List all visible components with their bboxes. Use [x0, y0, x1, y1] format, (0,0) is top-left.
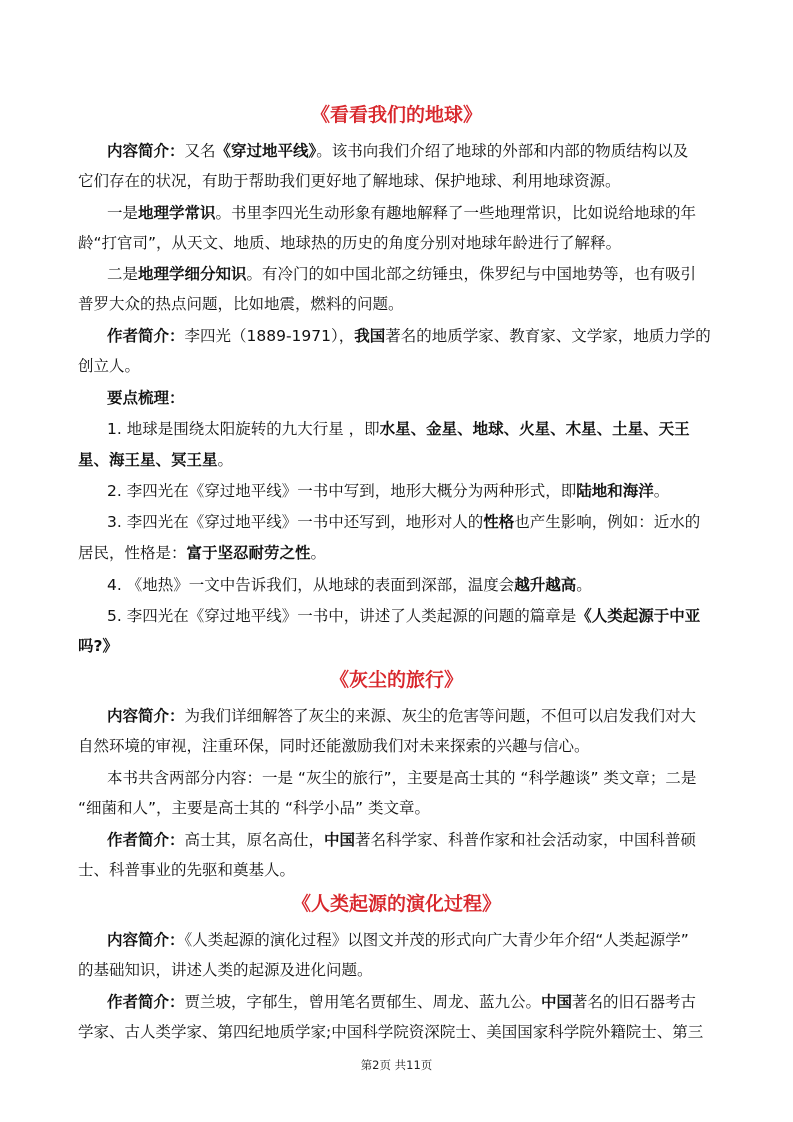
intro-label: 内容简介： — [107, 142, 185, 160]
paragraph-line: 龄“打官司”，从天文、地质、地球热的历史的角度分别对地球年龄进行了解释。 — [78, 234, 622, 252]
text: 。书里李四光生动形象有趣地解释了一些地理常识，比如说给地球的年 — [215, 204, 697, 222]
page-number: 第2页 共11页 — [360, 1058, 433, 1072]
section-title-human-origin: 《人类起源的演化过程》 — [291, 893, 501, 915]
keyword: 地理学常识 — [138, 204, 216, 222]
text: 也产生影响，例如：近水的 — [514, 513, 701, 531]
section-title-earth: 《看看我们的地球》 — [310, 104, 482, 126]
key-points-label — [107, 388, 718, 408]
intro-line — [107, 141, 718, 161]
text: 一是 — [107, 204, 139, 222]
text: 为我们详细解答了灰尘的来源、灰尘的危害等问题，不但可以启发我们对大 — [184, 707, 697, 725]
text: 。 — [310, 544, 327, 562]
key-point-3-cont — [78, 543, 718, 563]
key-point-1 — [107, 419, 718, 439]
intro-line: 的基础知识，讲述人类的起源及进化问题。 — [78, 961, 373, 979]
keyword: 我国 — [354, 327, 386, 345]
key-point-5-cont — [78, 636, 718, 656]
text: 二是 — [107, 265, 139, 283]
author-line — [107, 830, 718, 850]
text: 居民，性格是： — [78, 544, 187, 562]
intro-line: 它们存在的状况，有助于帮助我们更好地了解地球、保护地球、利用地球资源。 — [78, 172, 621, 190]
text: 著名的旧石器考古 — [572, 993, 697, 1011]
text: 著名的地质学家、教育家、文学家，地质力学的 — [385, 327, 711, 345]
author-label: 作者简介： — [107, 831, 185, 849]
intro-label: 内容简介： — [107, 931, 185, 949]
author-line: 士、科普事业的先驱和奠基人。 — [78, 861, 296, 879]
text: 贾兰坡，字郁生，曾用笔名贾郁生、周龙、蓝九公。 — [184, 993, 542, 1011]
text: 。有冷门的如中国北部之纺锤虫，侏罗纪与中国地势等，也有吸引 — [246, 265, 697, 283]
key-point-4 — [107, 575, 718, 595]
keyword: 吗?》 — [78, 637, 118, 655]
text: 高士其，原名高仕， — [184, 831, 325, 849]
author-line: 创立人。 — [78, 357, 141, 375]
author-line: 学家、古人类学家、第四纪地质学家;中国科学院资深院士、美国国家科学院外籍院士、第三 — [78, 1023, 704, 1041]
text: 。该书向我们介绍了地球的外部和内部的物质结构以及 — [316, 142, 689, 160]
keyword: 《人类起源于中亚 — [576, 607, 701, 625]
author-label: 作者简介： — [107, 327, 185, 345]
text: 。 — [653, 482, 670, 500]
text: 。 — [217, 451, 234, 469]
keyword: 水星、金星、地球、火星、木星、土星、天王 — [379, 420, 690, 438]
keyword: 星、海王星、冥王星 — [78, 451, 218, 469]
keyword: 性格 — [483, 513, 515, 531]
key-point-2 — [107, 481, 718, 501]
paragraph-line: 本书共含两部分内容：一是 “灰尘的旅行”，主要是高士其的 “科学趣谈” 类文章；二是 — [107, 769, 697, 787]
key-label: 要点梳理： — [107, 389, 185, 407]
text: 5. 李四光在《穿过地平线》一书中，讲述了人类起源的问题的篇章是 — [107, 607, 577, 625]
paragraph-line: “细菌和人”，主要是高士其的 “科学小品” 类文章。 — [78, 799, 430, 817]
text: 又名 — [184, 142, 216, 160]
paragraph-line: 普罗大众的热点问题，比如地震，燃料的问题。 — [78, 295, 404, 313]
text: 李四光（1889-1971）， — [184, 327, 355, 345]
text: 2. 李四光在《穿过地平线》一书中写到，地形大概分为两种形式，即 — [107, 482, 577, 500]
book-title: 《穿过地平线》 — [215, 142, 317, 160]
keyword: 富于坚忍耐劳之性 — [186, 544, 311, 562]
text: 。 — [576, 576, 592, 594]
text: 1. 地球是围绕太阳旋转的九大行星 ，即 — [107, 420, 380, 438]
intro-line — [107, 930, 718, 950]
intro-line — [107, 706, 718, 726]
intro-label: 内容简介： — [107, 707, 185, 725]
keyword: 地理学细分知识 — [138, 265, 247, 283]
author-line — [107, 992, 718, 1012]
section-title-dust: 《灰尘的旅行》 — [329, 669, 463, 691]
key-point-5 — [107, 606, 718, 626]
text: 《人类起源的演化过程》以图文并茂的形式向广大青少年介绍“人类起源学” — [184, 931, 689, 949]
keyword: 中国 — [324, 831, 356, 849]
paragraph-line — [107, 203, 718, 223]
intro-line: 自然环境的审视，注重环保，同时还能激励我们对未来探索的兴趣与信心。 — [78, 737, 590, 755]
key-point-3 — [107, 512, 718, 532]
text: 著名科学家、科普作家和社会活动家，中国科普硕 — [355, 831, 697, 849]
author-line — [107, 326, 718, 346]
author-label: 作者简介： — [107, 993, 185, 1011]
keyword: 中国 — [541, 993, 573, 1011]
keyword: 越升越高 — [514, 576, 577, 594]
key-point-1-cont — [78, 450, 718, 470]
keyword: 陆地和海洋 — [576, 482, 654, 500]
text: 4. 《地热》一文中告诉我们，从地球的表面到深部，温度会 — [107, 576, 515, 594]
paragraph-line — [107, 264, 718, 284]
text: 3. 李四光在《穿过地平线》一书中还写到，地形对人的 — [107, 513, 484, 531]
